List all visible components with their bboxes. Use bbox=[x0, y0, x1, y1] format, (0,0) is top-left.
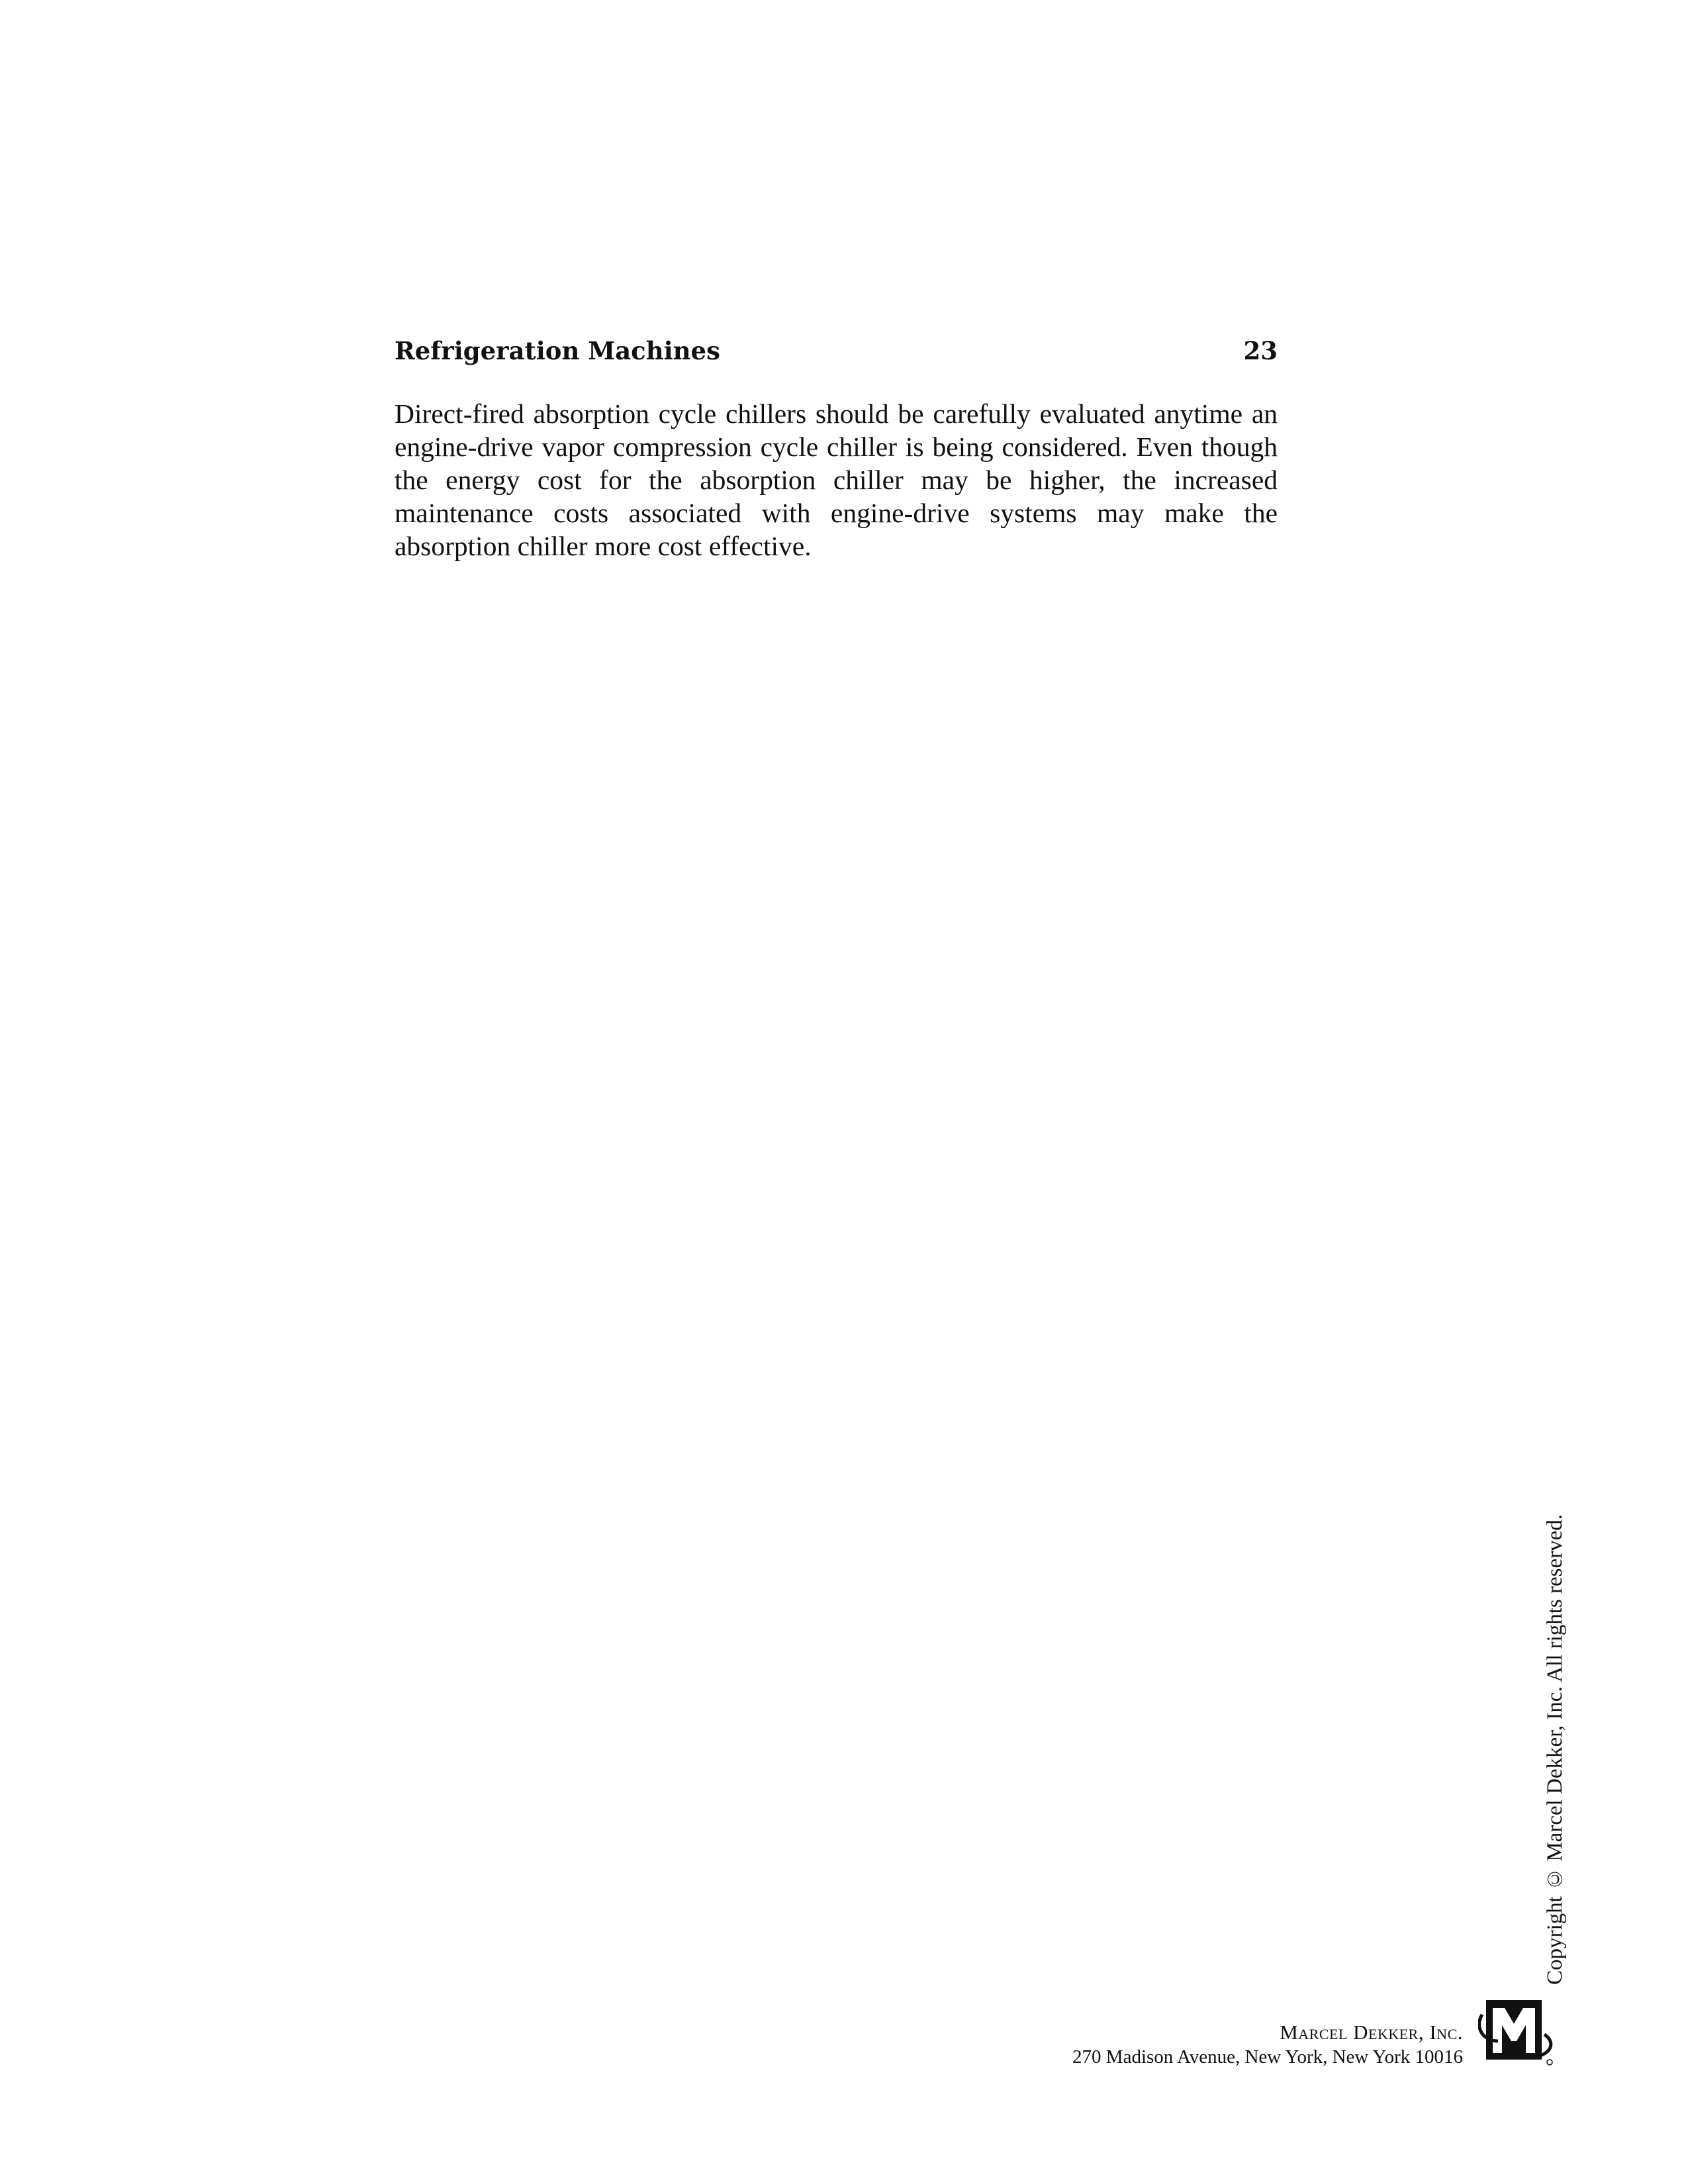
marcel-dekker-logo-icon bbox=[1478, 1995, 1558, 2068]
running-head bbox=[395, 336, 1278, 376]
copyright-notice: Copyright © Marcel Dekker, Inc. All rights reserved. bbox=[1543, 1514, 1567, 1985]
page-number: 23 bbox=[1243, 336, 1278, 365]
publisher-name: Marcel Dekker, Inc. bbox=[1280, 2021, 1463, 2044]
running-head-title: Refrigeration Machines bbox=[395, 336, 720, 365]
publisher-address: 270 Madison Avenue, New York, New York 10016 bbox=[1072, 2046, 1463, 2068]
publisher-imprint bbox=[1072, 2020, 1463, 2069]
body-paragraph: Direct-fired absorption cycle chillers should be carefully evaluated anytime an engine-drive vapor compression cycle chiller is being considered. Even though the energy cost for the absorption chiller may be higher, the increased maintenance costs associated with engine-drive systems may make the absorption chiller more cost effective. bbox=[395, 398, 1278, 561]
